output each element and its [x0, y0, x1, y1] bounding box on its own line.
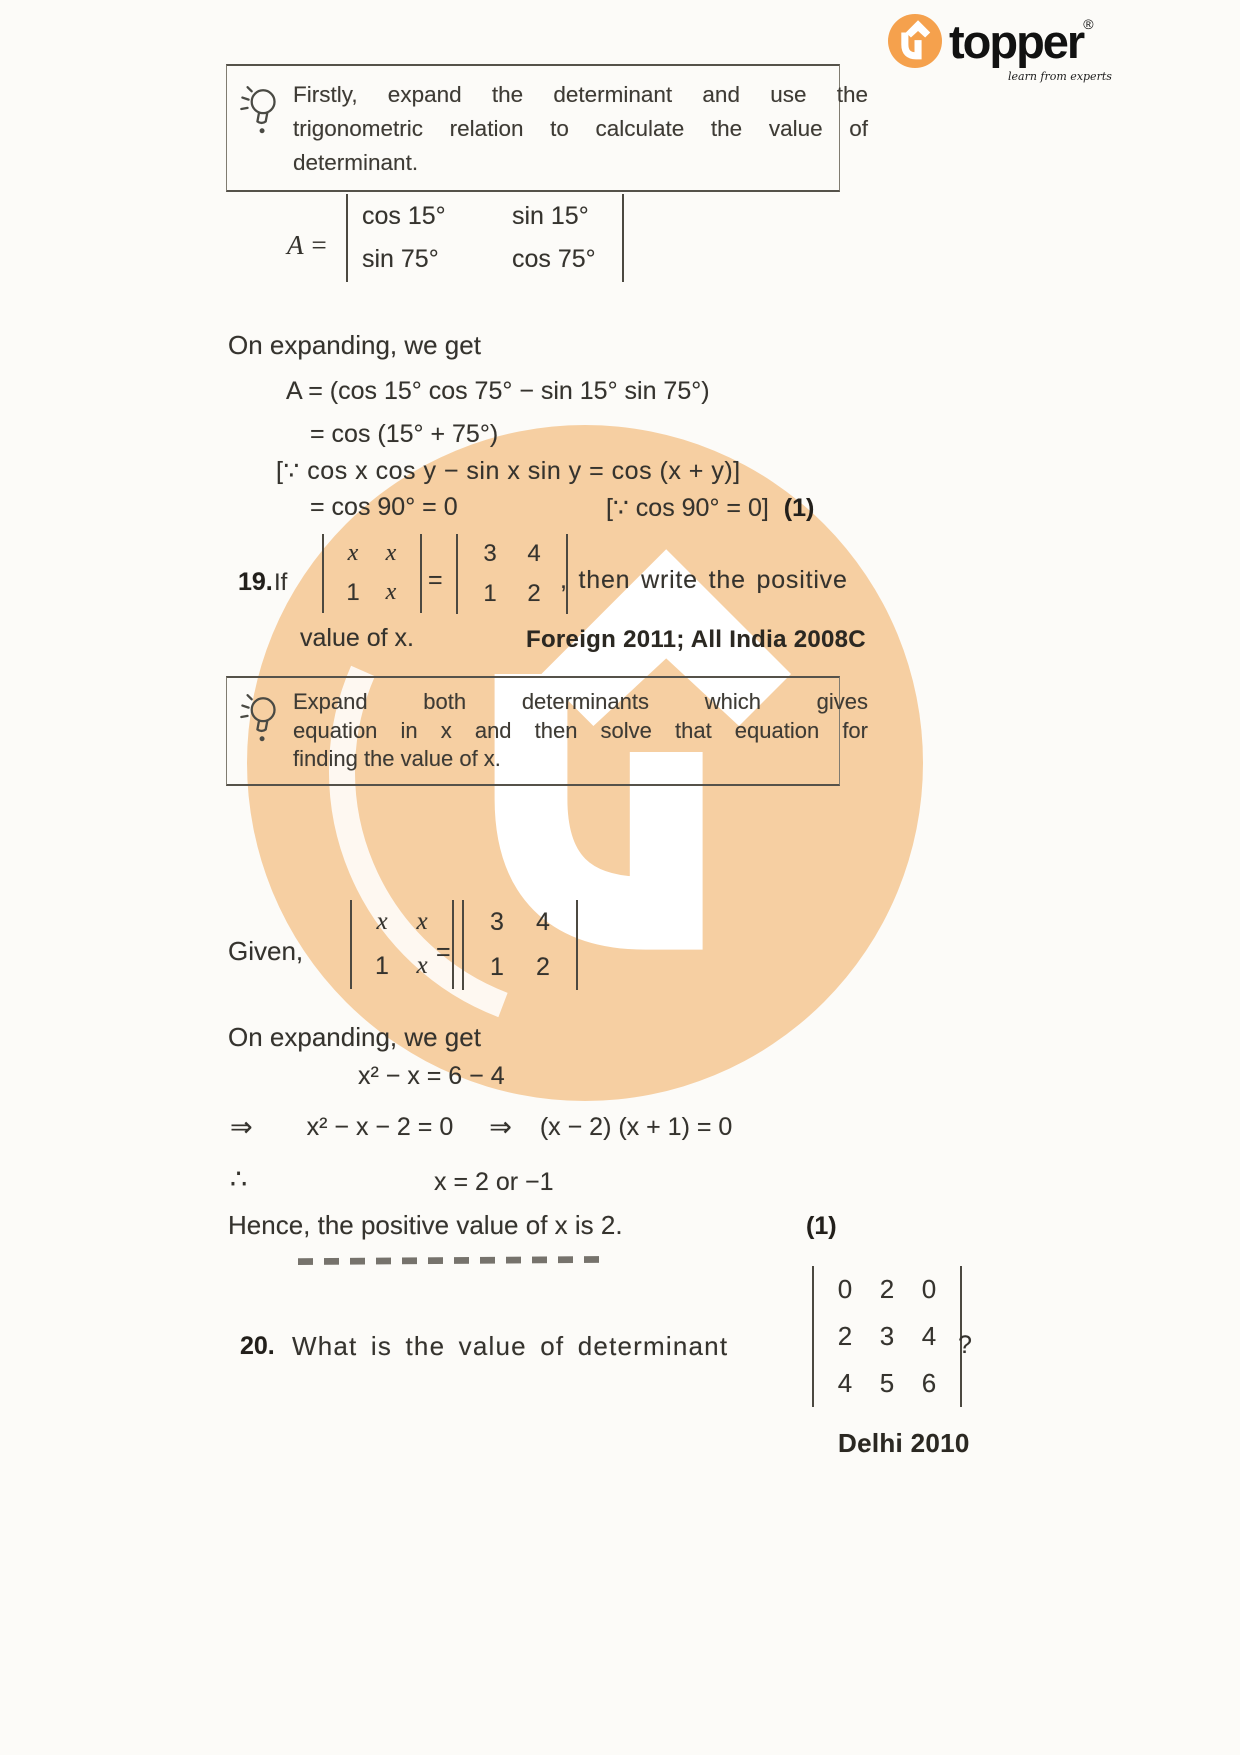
question-text: , then write the positive — [560, 566, 848, 594]
q20-matrix — [812, 1266, 962, 1407]
matrix-cell: x — [385, 540, 397, 566]
bulb-icon — [239, 82, 281, 143]
given-matrix-right — [462, 900, 578, 990]
matrix-cell: 4 — [837, 1368, 853, 1398]
hint-line: equation in x and then solve that equation for — [293, 717, 868, 743]
matrix-a-label: A = — [287, 230, 328, 260]
matrix-cell: 0 — [837, 1274, 853, 1304]
conclusion-text: Hence, the positive value of x is 2. — [228, 1210, 623, 1240]
u-arrow-icon — [888, 14, 942, 68]
matrix-row — [362, 245, 608, 274]
equation-step: x = 2 or −1 — [434, 1168, 554, 1196]
matrix-cell: 1 — [375, 952, 389, 980]
matrix-cell: 2 — [527, 580, 541, 607]
question-number: 20. — [240, 1332, 275, 1360]
equation-step: A = (cos 15° cos 75° − sin 15° sin 75°) — [286, 377, 710, 405]
expand-intro: On expanding, we get — [228, 1022, 481, 1052]
matrix-cell: cos 15° — [362, 202, 446, 230]
matrix-cell: x — [385, 579, 397, 605]
matrix-cell: 2 — [879, 1274, 895, 1304]
q19-matrix-left — [322, 534, 422, 613]
hint-box-1 — [226, 64, 868, 192]
equals-sign: = — [428, 566, 443, 594]
matrix-cell: sin 75° — [362, 245, 439, 273]
matrix-row — [468, 540, 556, 568]
matrix-cell: 3 — [879, 1321, 895, 1351]
matrix-cell: 3 — [490, 908, 504, 936]
brand-registered-mark: ® — [1083, 16, 1094, 32]
matrix-cell: 0 — [921, 1274, 937, 1304]
question-mark: ? — [958, 1331, 972, 1359]
matrix-a-determinant — [346, 194, 624, 282]
question-text: What is the value of determinant — [292, 1331, 729, 1361]
matrix-cell: 4 — [527, 540, 541, 567]
matrix-cell: x — [416, 908, 428, 935]
matrix-cell: 4 — [921, 1321, 937, 1351]
source-citation: Delhi 2010 — [838, 1428, 970, 1458]
brand-tagline: learn from experts — [1008, 70, 1112, 83]
hint-line: finding the value of x. — [293, 746, 501, 771]
matrix-cell: x — [347, 540, 359, 566]
equation-step: x² − x − 2 = 0 — [306, 1113, 454, 1141]
question-text: value of x. — [300, 624, 414, 652]
source-citation: Foreign 2011; All India 2008C — [526, 626, 866, 653]
matrix-cell: x — [376, 908, 388, 935]
matrix-cell: sin 15° — [512, 202, 589, 230]
matrix-cell: 5 — [879, 1368, 895, 1398]
matrix-cell: x — [416, 952, 428, 979]
expand-intro: On expanding, we get — [228, 330, 481, 360]
matrix-row — [334, 540, 410, 567]
question-lead: If — [274, 569, 288, 596]
question-number: 19. — [238, 568, 273, 596]
hint-2-text — [293, 688, 868, 774]
brand-logo — [888, 14, 1094, 70]
matrix-cell: 2 — [837, 1321, 853, 1351]
equation-step: = cos (15° + 75°) — [310, 420, 499, 448]
matrix-row — [824, 1321, 950, 1352]
hint-line: trigonometric relation to calculate the value of — [293, 116, 868, 141]
matrix-cell: 6 — [921, 1368, 937, 1398]
scan-artifact — [298, 1256, 610, 1265]
hint-box-2 — [226, 676, 868, 786]
therefore-sign: ∴ — [230, 1164, 248, 1194]
matrix-row — [824, 1274, 950, 1305]
implies-arrow: ⇒ — [489, 1112, 512, 1142]
matrix-row — [474, 908, 566, 937]
given-label: Given, — [228, 936, 304, 966]
brand-name: topper — [949, 15, 1084, 68]
matrix-row — [824, 1368, 950, 1399]
hint-line: Firstly, expand the determinant and use the — [293, 82, 868, 107]
matrix-row — [474, 953, 566, 982]
equation-reason: [∵ cos 90° = 0] — [606, 494, 769, 522]
matrix-cell: cos 75° — [512, 245, 596, 273]
equation-step: x² − x = 6 − 4 — [358, 1062, 505, 1090]
equation-step: = cos 90° = 0 — [310, 493, 458, 521]
matrix-cell: 1 — [490, 953, 504, 981]
matrix-cell: 1 — [483, 580, 497, 607]
marks-badge: (1) — [806, 1212, 837, 1240]
implies-arrow: ⇒ — [230, 1112, 253, 1142]
hint-1-text — [293, 78, 868, 180]
matrix-cell: 4 — [536, 908, 550, 936]
equation-reason: [∵ cos x cos y − sin x sin y = cos (x + y)] — [276, 457, 741, 485]
equation-step: (x − 2) (x + 1) = 0 — [539, 1113, 733, 1141]
equation-line — [230, 1112, 732, 1143]
matrix-row — [468, 580, 556, 608]
equals-sign: = — [436, 938, 451, 966]
matrix-cell: 3 — [483, 540, 497, 567]
matrix-cell: 2 — [536, 953, 550, 981]
matrix-row — [362, 202, 608, 231]
bulb-icon — [239, 690, 281, 751]
matrix-row — [334, 579, 410, 607]
q19-matrix-right — [456, 534, 568, 614]
matrix-row — [362, 908, 442, 936]
marks-badge: (1) — [783, 494, 815, 522]
matrix-cell: 1 — [346, 579, 360, 606]
hint-line: determinant. — [293, 150, 419, 175]
hint-line: Expand both determinants which gives — [293, 689, 868, 714]
matrix-row — [362, 952, 442, 981]
equation-reason-and-marks — [606, 493, 814, 523]
